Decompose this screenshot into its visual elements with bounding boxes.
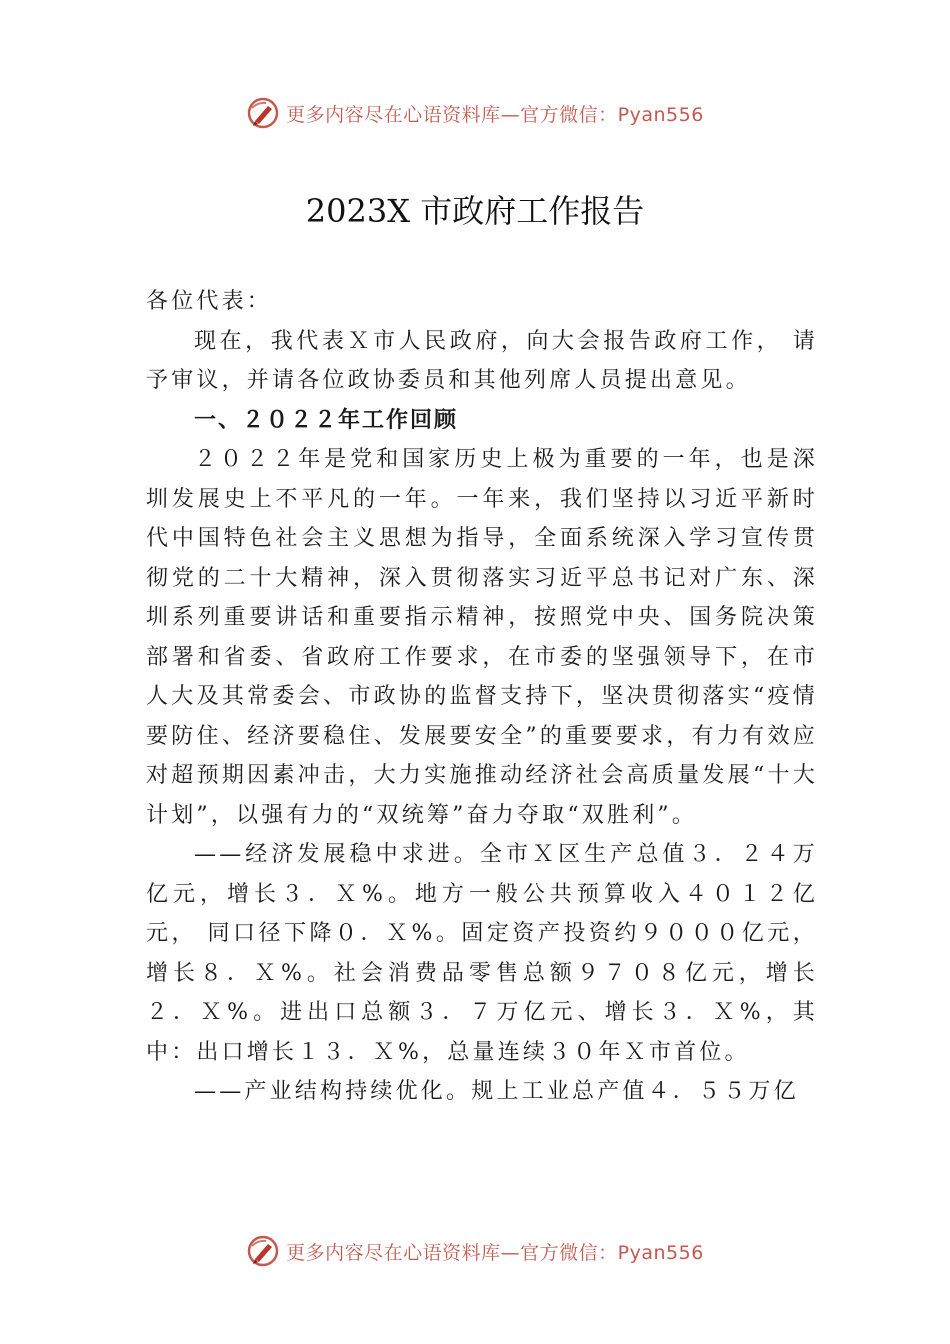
body-paragraph-1: ２０２２年是党和国家历史上极为重要的一年，也是深圳发展史上不平凡的一年。一年来，我们坚持以习近平新时代中国特色社会主义思想为指导，全面系统深入学习宣传贯彻党的二十大精神，深入贯彻落实习近平总书记对广东、深圳系列重要讲话和重要指示精神，按照党中央、国务院决策部署和省委、省政府工作要求，在市委的坚强领导下，在市人大及其常委会、市政协的监督支持下，坚决贯彻落实“疫情要防住、经济要稳住、发展要安全”的重要要求，有力有效应对超预期因素冲击，大力实施推动经济社会高质量发展“十大计划”，以强有力的“双统筹”奋力夺取“双胜利”。 bbox=[146, 447, 818, 828]
document-title: 2023X 市政府工作报告 bbox=[305, 192, 645, 230]
section-heading: 一、２０２２年工作回顾 bbox=[194, 407, 459, 433]
watermark-footer bbox=[0, 1234, 950, 1268]
intro-paragraph: 现在，我代表Ｘ市人民政府，向大会报告政府工作， 请予审议，并请各位政协委员和其他列席人员提出意见。 bbox=[146, 328, 818, 393]
pen-logo-icon bbox=[246, 1234, 280, 1268]
pen-logo-icon bbox=[246, 96, 280, 130]
document-body bbox=[146, 282, 818, 1112]
salutation: 各位代表： bbox=[146, 289, 273, 314]
body-paragraph-3: ——产业结构持续优化。规上工业总产值４．５５万亿 bbox=[194, 1079, 799, 1104]
watermark-text: 更多内容尽在心语资料库—官方微信：Pyan556 bbox=[286, 1241, 704, 1264]
watermark-header bbox=[0, 96, 950, 130]
body-paragraph-2: ——经济发展稳中求进。全市Ｘ区生产总值３．２４万亿元，增长３．Ｘ%。地方一般公共预算收入４０１２亿元， 同口径下降０．Ｘ%。固定资产投资约９０００亿元，增长８．Ｘ%。社会消费品零售总额９７０８亿元，增长２．Ｘ%。进出口总额３．７万亿元、增长３．Ｘ%，其中：出口增长１３．Ｘ%，总量连续３０年Ｘ市首位。 bbox=[146, 842, 818, 1065]
watermark-text: 更多内容尽在心语资料库—官方微信：Pyan556 bbox=[286, 103, 704, 126]
